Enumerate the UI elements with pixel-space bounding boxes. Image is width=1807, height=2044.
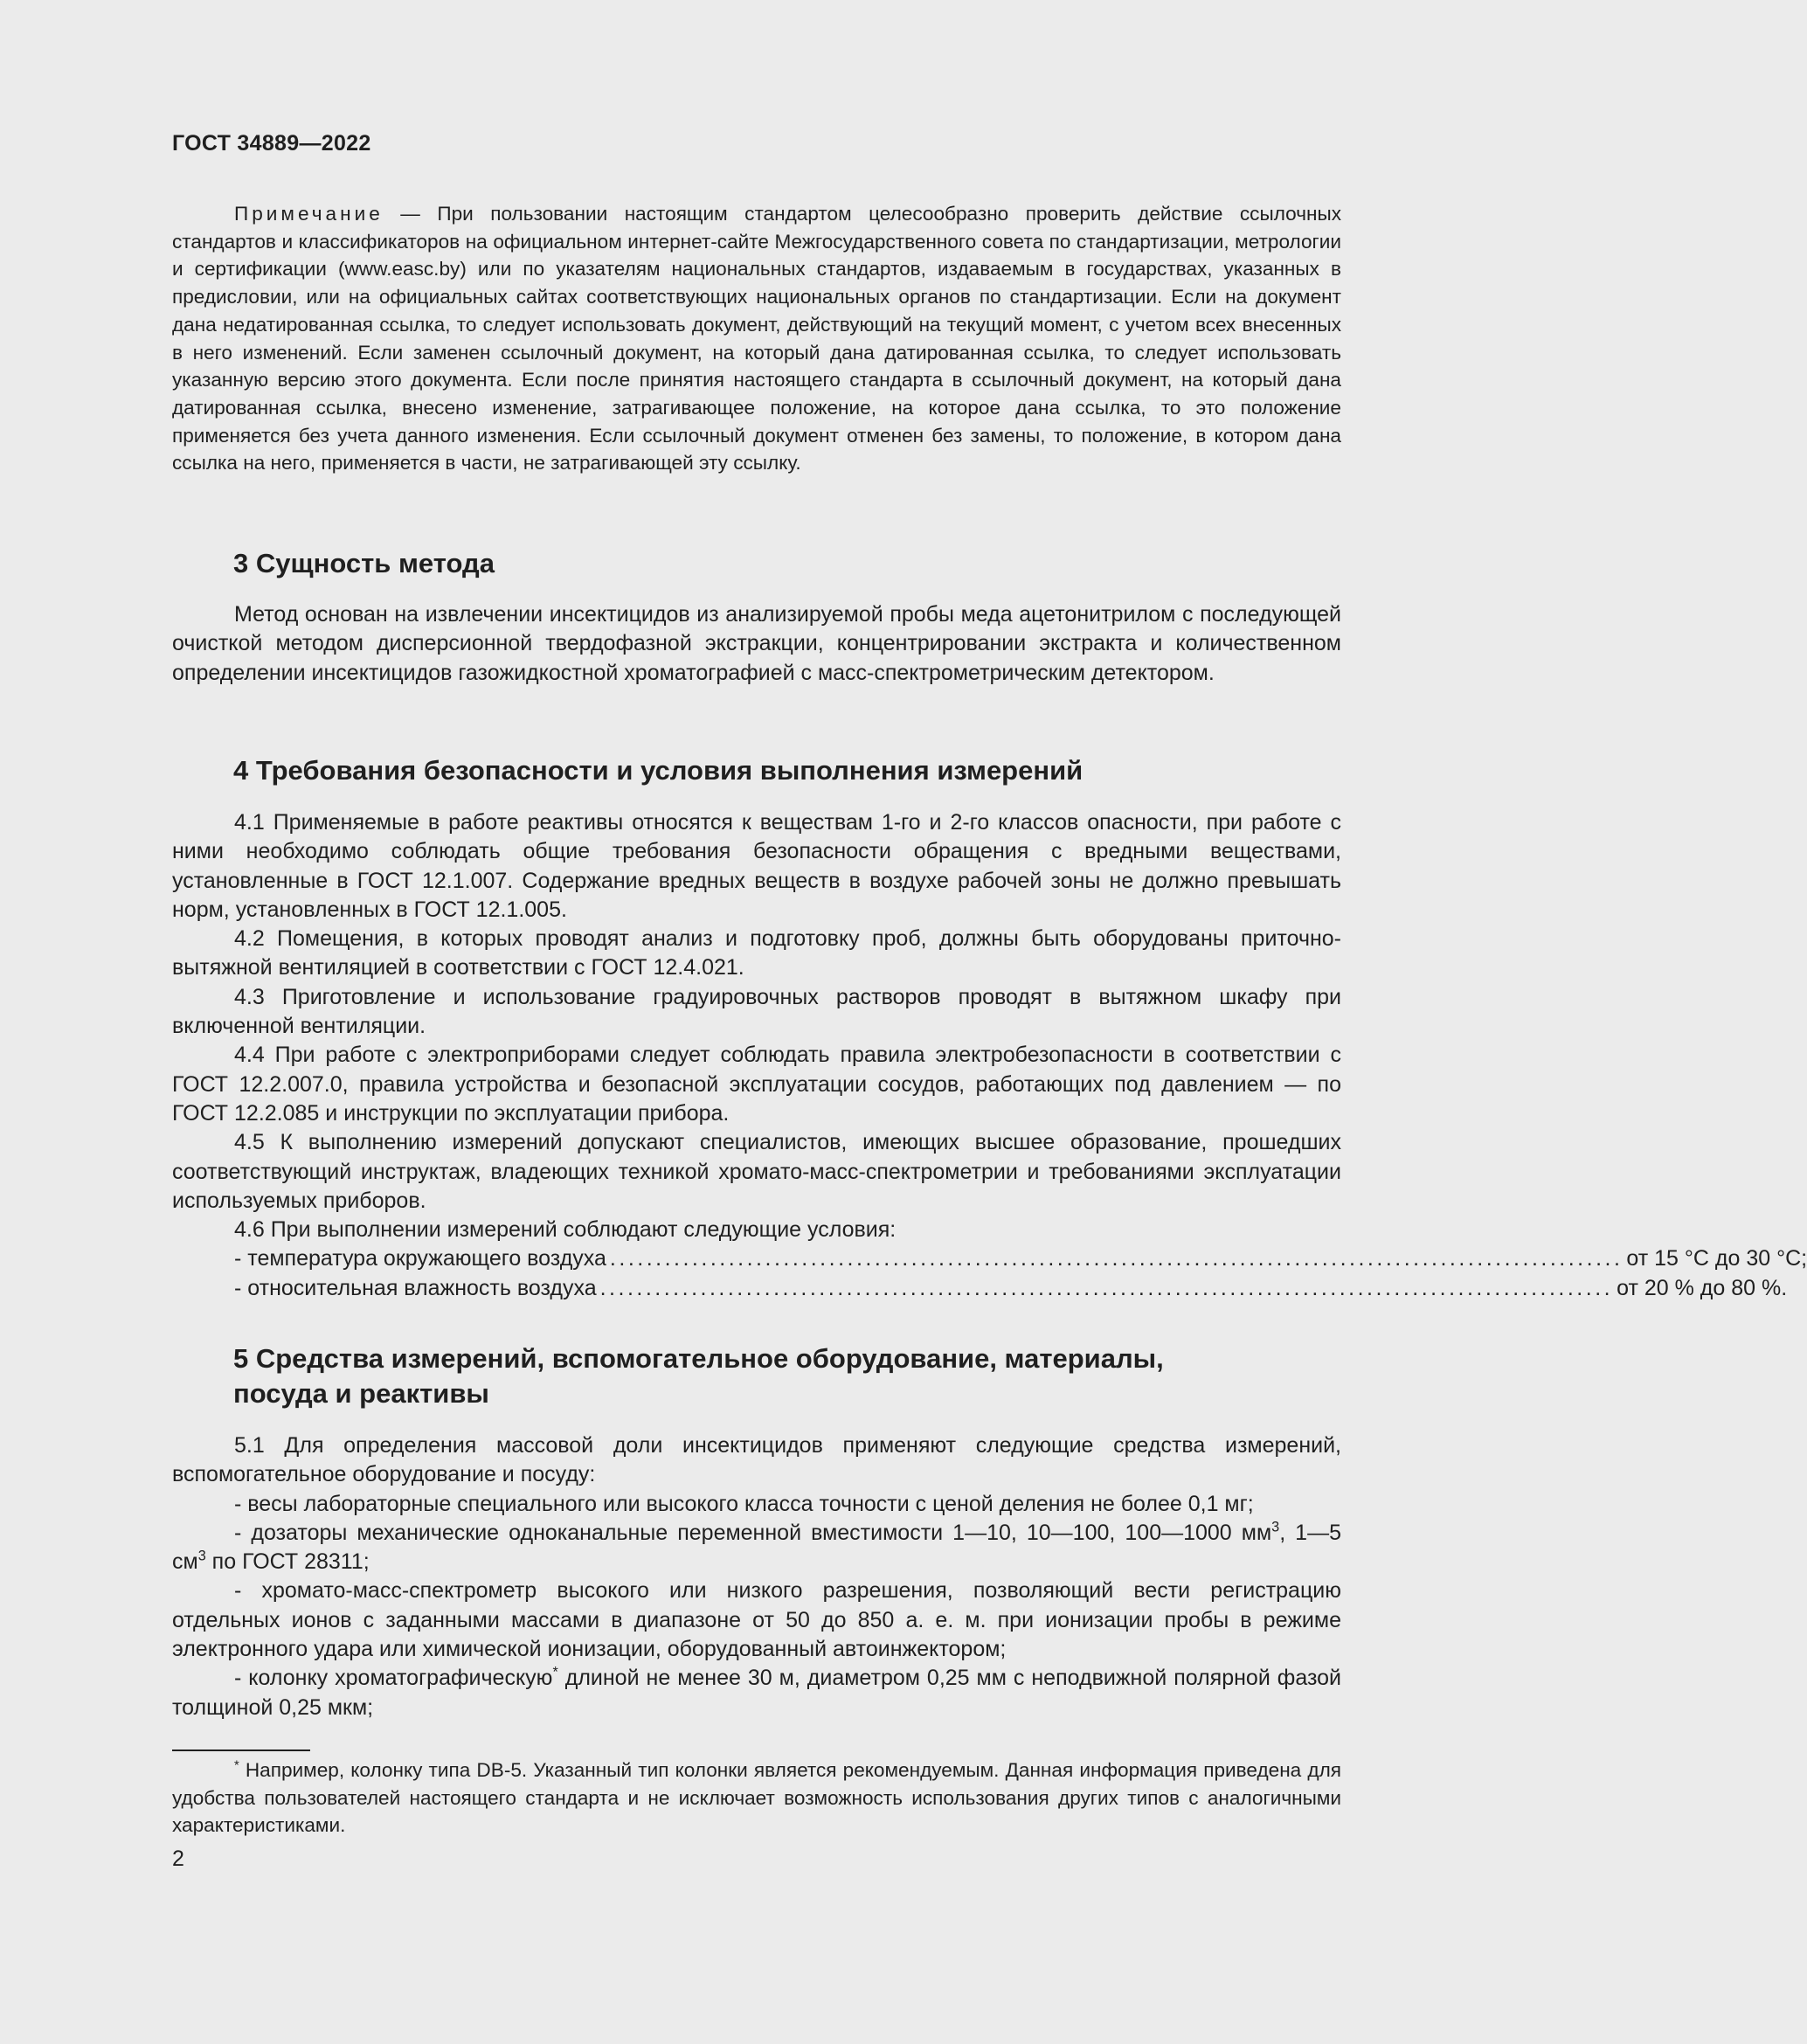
section-3-title: 3 Сущность метода <box>233 548 495 579</box>
clause-4-6: 4.6 При выполнении измерений соблюдают следующие условия: <box>234 1217 897 1243</box>
equipment-item-column: - колонку хроматографическую* длиной не менее 30 м, диаметром 0,25 мм с неподвижной полярной фазой толщиной 0,25 мкм; <box>172 1665 1342 1720</box>
clause-4-2: 4.2 Помещения, в которых проводят анализ и подготовку проб, должны быть оборудованы приточно-вытяжной вентиляцией в соответствии с ГОСТ 12.4.021. <box>172 926 1341 980</box>
condition-temperature <box>172 1244 1807 1273</box>
condition-humidity-value: от 20 % до 80 %. <box>1617 1275 1788 1300</box>
page-number: 2 <box>172 1847 184 1871</box>
equipment-item-spectrometer: - хромато-масс-спектрометр высокого или низкого разрешения, позволяющий вести регистрацию отдельных ионов с заданными массами в диапазоне от 50 до 850 а. е. м. при ионизации пробы в режиме электронного удара или химической ионизации, оборудованный автоинжектором; <box>172 1578 1341 1662</box>
clause-4-1: 4.1 Применяемые в работе реактивы относятся к веществам 1-го и 2-го классов опасности, при работе с ними необходимо соблюдать общие требования безопасности обращения с вредными веществами, установленные в ГОСТ 12.1.007. Содержание вредных веществ в воздухе рабочей зоны не должно превышать норм, установленных в ГОСТ 12.1.005. <box>172 810 1341 922</box>
clause-4-4: 4.4 При работе с электроприборами следует соблюдать правила электробезопасности в соответствии с ГОСТ 12.2.007.0, правила устройства и безопасной эксплуатации сосудов, работающих под давлением — по ГОСТ 12.2.085 и инструкции по эксплуатации прибора. <box>172 1043 1341 1126</box>
section-5-body <box>172 1431 1341 1722</box>
equipment-item-scales: - весы лабораторные специального или высокого класса точности с ценой деления не более 0,1 мг; <box>234 1491 1254 1516</box>
clause-5-1: 5.1 Для определения массовой доли инсектицидов применяют следующие средства измерений, вспомогательное оборудование и посуду: <box>172 1433 1341 1487</box>
section-3-paragraph: Метод основан на извлечении инсектицидов из анализируемой пробы меда ацетонитрилом с последующей очисткой методом дисперсионной твердофазной экстракции, концентрировании экстракта и количественном определении инсектицидов газожидкостной хроматографией с масс-спектрометрическим детектором. <box>172 602 1341 685</box>
footnote-mark: * <box>234 1758 239 1773</box>
footnote-separator <box>172 1750 310 1751</box>
footnote-reference[interactable]: * <box>552 1665 558 1681</box>
dot-leader: ............................................................................................................... <box>609 1246 1624 1271</box>
note-text: — При пользовании настоящим стандартом целесообразно проверить действие ссылочных стандартов и классификаторов на официальном интернет-сайте Межгосударственного совета по стандартизации, метрологии и сертификации (www.easc.by) или по указателям национальных стандартов, издаваемым в государствах, указанных в предисловии, или на официальных сайтах соответствующих национальных органов по стандартизации. Если на документ дана недатированная ссылка, то следует использовать документ, действующий на текущий момент, с учетом всех внесенных в него изменений. Если заменен ссылочный документ, на который дана датированная ссылка, то следует использовать указанную версию этого документа. Если после принятия настоящего стандарта в ссылочный документ, на который дана датированная ссылка, внесено изменение, затрагивающее положение, на которое дана ссылка, то это положение применяется без учета данного изменения. Если ссылочный документ отменен без замены, то положение, в котором дана ссылка на него, применяется в части, не затрагивающей эту ссылку. <box>172 203 1341 475</box>
section-5-title-line-1: 5 Средства измерений, вспомогательное оборудование, материалы, <box>233 1343 1164 1374</box>
section-4-body <box>172 808 1807 1303</box>
equipment-item-dispensers: - дозаторы механические одноканальные переменной вместимости 1—10, 10—100, 100—1000 $мм^3$, 1—5 $см^3$ по ГОСТ 28311; <box>172 1519 1341 1575</box>
section-3-body <box>172 600 1341 688</box>
clause-4-5: 4.5 К выполнению измерений допускают специалистов, имеющих высшее образование, прошедших соответствующий инструктаж, владеющих техникой хромато-масс-спектрометрии и требованиями эксплуатации используемых приборов. <box>172 1130 1341 1213</box>
section-4-title: 4 Требования безопасности и условия выполнения измерений <box>233 755 1084 786</box>
condition-temperature-label: - температура окружающего воздуха <box>234 1246 606 1271</box>
section-5-title <box>233 1341 1164 1411</box>
footnote-text: Например, колонку типа DB-5. Указанный тип колонки является рекомендуемым. Данная информация приведена для удобства пользователей настоящего стандарта и не исключает возможность использования других типов с аналогичными характеристиками. <box>172 1759 1341 1836</box>
reference-note <box>172 200 1341 477</box>
condition-humidity <box>172 1274 1788 1303</box>
dot-leader: ............................................................................................................... <box>599 1275 1614 1300</box>
condition-humidity-label: - относительная влажность воздуха <box>234 1275 597 1300</box>
condition-temperature-value: от 15 °С до 30 °С; <box>1626 1246 1807 1271</box>
footnote <box>172 1756 1341 1840</box>
section-5-title-line-2: посуда и реактивы <box>233 1378 489 1409</box>
document-code-header: ГОСТ 34889—2022 <box>172 131 371 156</box>
note-lead: Примечание <box>234 203 384 225</box>
clause-4-3: 4.3 Приготовление и использование градуировочных растворов проводят в вытяжном шкафу при включенной вентиляции. <box>172 984 1341 1039</box>
